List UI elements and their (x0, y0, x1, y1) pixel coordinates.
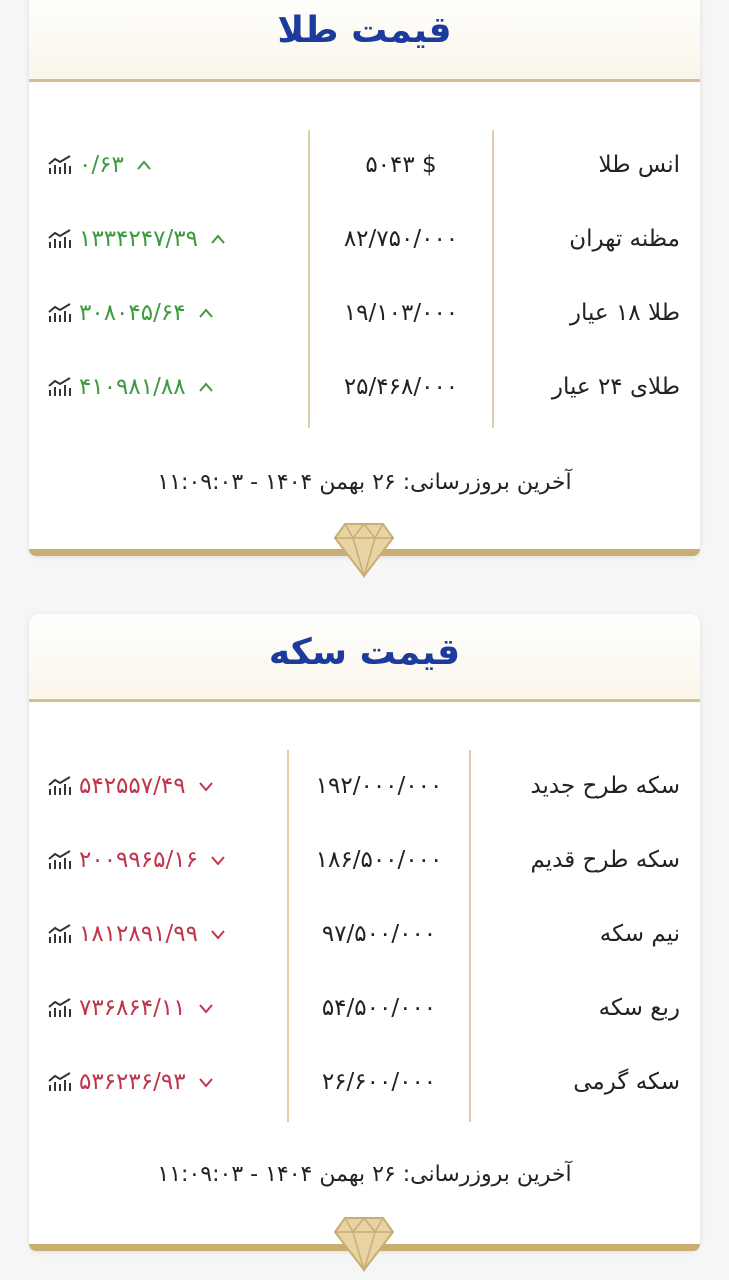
chevron-down-icon (198, 1002, 214, 1014)
row-name: سکه گرمی (573, 1069, 680, 1095)
row-name: ربع سکه (598, 995, 680, 1021)
gold-card-title: قیمت طلا (277, 10, 452, 51)
row-price: ۲۶/۶۰۰/۰۰۰ (321, 1069, 437, 1095)
row-change (47, 367, 214, 407)
row-price: ۵۴/۵۰۰/۰۰۰ (321, 995, 437, 1021)
change-value: ۵۴۲۵۵۷/۴۹ (79, 773, 186, 799)
coin-card-header (29, 614, 700, 702)
chart-icon[interactable] (47, 228, 73, 250)
gold-price-card (29, 0, 700, 556)
diamond-icon (333, 1214, 395, 1272)
row-name: طلای ۲۴ عیار (551, 374, 680, 400)
row-price: ۱۸۶/۵۰۰/۰۰۰ (315, 847, 443, 873)
coin-card-title: قیمت سکه (268, 632, 461, 673)
row-price: ۸۲/۷۵۰/۰۰۰ (343, 226, 459, 252)
table-row[interactable] (29, 367, 700, 407)
coin-price-card (29, 614, 700, 1251)
table-row[interactable] (29, 145, 700, 185)
change-value: ۷۳۶۸۶۴/۱۱ (79, 995, 186, 1021)
chart-icon[interactable] (47, 302, 73, 324)
chevron-down-icon (198, 1076, 214, 1088)
row-change (47, 293, 214, 333)
chevron-down-icon (210, 928, 226, 940)
last-updated: آخرین بروزرسانی: ۲۶ بهمن ۱۴۰۴ - ۱۱:۰۹:۰۳ (157, 1162, 572, 1187)
row-change (47, 988, 214, 1028)
row-price: ۱۹/۱۰۳/۰۰۰ (343, 300, 459, 326)
row-name: طلا ۱۸ عیار (569, 300, 680, 326)
change-value: ۱۸۱۲۸۹۱/۹۹ (79, 921, 198, 947)
chart-icon[interactable] (47, 154, 73, 176)
table-row[interactable] (29, 1062, 700, 1102)
row-change (47, 1062, 214, 1102)
row-name: مظنه تهران (569, 226, 680, 252)
table-row[interactable] (29, 988, 700, 1028)
row-change (47, 840, 226, 880)
row-price: ۱۹۲/۰۰۰/۰۰۰ (315, 773, 443, 799)
change-value: ۴۱۰۹۸۱/۸۸ (79, 374, 186, 400)
row-price: $ ۵۰۴۳ (365, 152, 437, 178)
chart-icon[interactable] (47, 775, 73, 797)
chevron-up-icon (210, 233, 226, 245)
chevron-up-icon (198, 381, 214, 393)
chart-icon[interactable] (47, 997, 73, 1019)
gold-card-header (29, 0, 700, 82)
chart-icon[interactable] (47, 923, 73, 945)
chart-icon[interactable] (47, 1071, 73, 1093)
change-value: ۳۰۸۰۴۵/۶۴ (79, 300, 186, 326)
chart-icon[interactable] (47, 849, 73, 871)
chevron-down-icon (210, 854, 226, 866)
row-price: ۹۷/۵۰۰/۰۰۰ (321, 921, 437, 947)
row-change (47, 766, 214, 806)
row-change (47, 914, 226, 954)
table-row[interactable] (29, 219, 700, 259)
change-value: ۲۰۰۹۹۶۵/۱۶ (79, 847, 198, 873)
last-updated: آخرین بروزرسانی: ۲۶ بهمن ۱۴۰۴ - ۱۱:۰۹:۰۳ (157, 470, 572, 495)
row-name: سکه طرح جدید (530, 773, 680, 799)
row-name: نیم سکه (599, 921, 680, 947)
row-change (47, 219, 226, 259)
table-row[interactable] (29, 293, 700, 333)
diamond-icon (333, 520, 395, 578)
chevron-up-icon (198, 307, 214, 319)
row-change (47, 145, 152, 185)
chevron-up-icon (136, 159, 152, 171)
change-value: ۱۳۳۴۲۴۷/۳۹ (79, 226, 198, 252)
row-name: انس طلا (598, 152, 680, 178)
row-price: ۲۵/۴۶۸/۰۰۰ (343, 374, 459, 400)
chevron-down-icon (198, 780, 214, 792)
change-value: ۵۳۶۲۳۶/۹۳ (79, 1069, 186, 1095)
chart-icon[interactable] (47, 376, 73, 398)
change-value: ۰/۶۳ (79, 152, 124, 178)
table-row[interactable] (29, 914, 700, 954)
table-row[interactable] (29, 766, 700, 806)
table-row[interactable] (29, 840, 700, 880)
row-name: سکه طرح قدیم (530, 847, 680, 873)
